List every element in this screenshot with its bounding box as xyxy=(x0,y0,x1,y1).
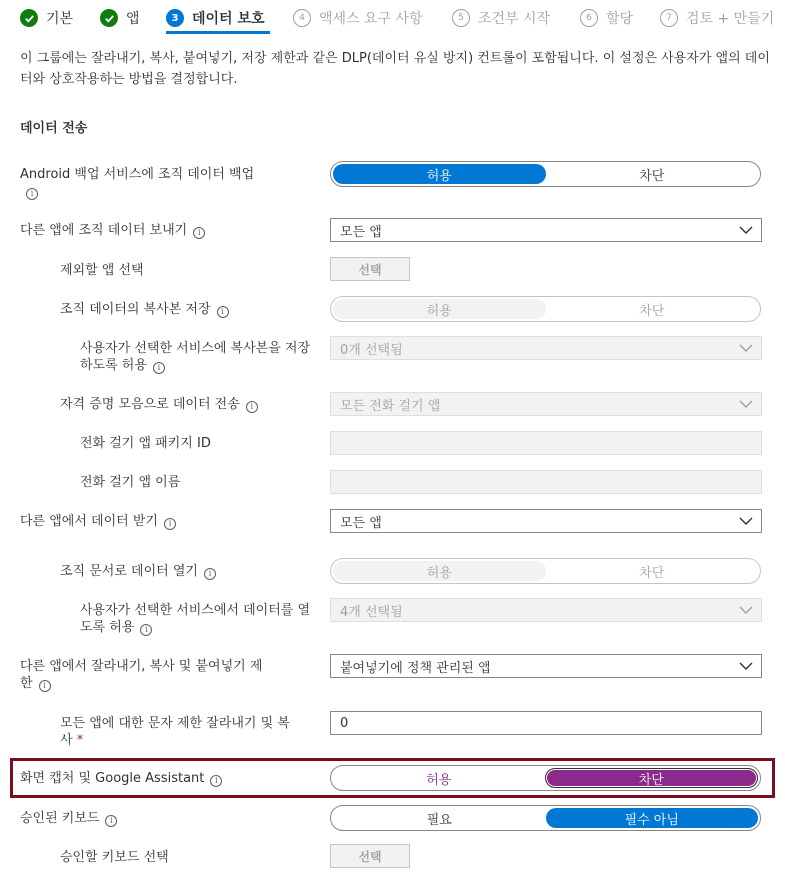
step-review-create[interactable] xyxy=(660,7,774,29)
dialer-name-input[interactable] xyxy=(330,470,762,494)
chevron-down-icon xyxy=(739,604,753,616)
field-label: 다른 앱에서 잘라내기, 복사 및 붙여넣기 제한 xyxy=(20,659,263,691)
allow-option[interactable]: 허용 xyxy=(333,299,546,319)
step-apps[interactable] xyxy=(100,7,140,29)
dropdown-value: 모든 전화 걸기 앱 xyxy=(340,398,441,414)
select-exempt-apps-button[interactable]: 선택 xyxy=(330,257,410,281)
exempt-apps-label: 제외할 앱 선택 xyxy=(60,263,144,278)
info-icon[interactable]: i xyxy=(193,227,205,239)
info-icon[interactable]: i xyxy=(140,624,152,636)
step-number: 5 xyxy=(452,9,470,27)
dropdown-value: 4개 선택됨 xyxy=(340,604,403,620)
save-services-dropdown[interactable] xyxy=(330,336,762,360)
info-icon[interactable]: i xyxy=(210,775,222,787)
cut-copy-paste-dropdown[interactable] xyxy=(330,654,762,678)
dialer-name-label: 전화 걸기 앱 이름 xyxy=(80,475,181,490)
checkmark-icon xyxy=(20,9,38,27)
open-org-docs-label xyxy=(60,563,216,580)
step-label: 검토 + 만들기 xyxy=(686,11,775,27)
required-marker: * xyxy=(76,733,84,748)
not-required-option[interactable]: 필수 아님 xyxy=(546,808,759,828)
field-label: 화면 캡처 및 Google Assistant xyxy=(20,771,205,786)
field-label: 자격 증명 모음으로 데이터 전송 xyxy=(60,397,240,412)
info-icon[interactable]: i xyxy=(26,188,38,200)
chevron-down-icon xyxy=(739,660,753,672)
field-label: 사용자가 선택한 서비스에서 데이터를 열도록 허용 xyxy=(80,603,311,635)
select-keyboards-label: 승인할 키보드 선택 xyxy=(60,850,169,865)
android-backup-toggle[interactable] xyxy=(330,161,761,187)
info-icon[interactable]: i xyxy=(164,518,176,530)
chevron-down-icon xyxy=(739,398,753,410)
send-data-dropdown[interactable] xyxy=(330,218,762,242)
dropdown-value: 모든 앱 xyxy=(340,224,382,240)
wizard-steps xyxy=(0,0,785,34)
android-backup-label xyxy=(20,166,260,200)
step-conditional-launch[interactable] xyxy=(452,7,550,29)
require-option[interactable]: 필요 xyxy=(426,812,452,828)
select-keyboards-button[interactable]: 선택 xyxy=(330,844,410,868)
approved-keyboards-toggle[interactable] xyxy=(330,805,761,831)
dropdown-value: 붙여넣기에 정책 관리된 앱 xyxy=(340,660,491,676)
open-org-docs-toggle[interactable] xyxy=(330,558,761,584)
field-label: 다른 앱에서 데이터 받기 xyxy=(20,514,158,529)
section-title: 데이터 전송 xyxy=(20,121,88,136)
field-label: Android 백업 서비스에 조직 데이터 백업 xyxy=(20,167,255,182)
dropdown-value: 0개 선택됨 xyxy=(340,342,403,358)
allow-option[interactable]: 허용 xyxy=(333,164,546,184)
chevron-down-icon xyxy=(739,224,753,236)
step-access-requirements[interactable] xyxy=(293,7,423,29)
field-label: 승인된 키보드 xyxy=(20,811,100,826)
receive-data-label xyxy=(20,513,176,530)
info-icon[interactable]: i xyxy=(217,306,229,318)
info-icon[interactable]: i xyxy=(39,680,51,692)
step-label: 앱 xyxy=(126,11,140,27)
step-label: 조건부 시작 xyxy=(478,11,551,27)
save-services-label xyxy=(80,340,320,374)
block-option[interactable]: 차단 xyxy=(639,303,665,319)
field-label: 조직 데이터의 복사본 저장 xyxy=(60,302,211,317)
receive-data-dropdown[interactable] xyxy=(330,509,762,533)
field-label: 다른 앱에 조직 데이터 보내기 xyxy=(20,223,188,238)
telecom-transfer-dropdown[interactable] xyxy=(330,392,762,416)
allow-option[interactable]: 허용 xyxy=(333,561,546,581)
info-icon[interactable]: i xyxy=(204,568,216,580)
step-number: 3 xyxy=(166,9,184,27)
info-icon[interactable]: i xyxy=(105,815,117,827)
open-services-label xyxy=(80,602,320,636)
step-data-protection[interactable] xyxy=(166,7,265,29)
save-copies-label xyxy=(60,301,229,318)
char-limit-label xyxy=(60,715,300,749)
cut-copy-paste-label xyxy=(20,658,270,692)
checkmark-icon xyxy=(100,9,118,27)
intro-text: 이 그룹에는 잘라내기, 복사, 붙여넣기, 저장 제한과 같은 DLP(데이터 유실 방지) 컨트롤이 포함됩니다. 이 설정은 사용자가 앱의 데이터와 상호작용하는 방법을 결정합니다. xyxy=(20,51,770,87)
info-icon[interactable]: i xyxy=(153,362,165,374)
chevron-down-icon xyxy=(739,515,753,527)
screen-capture-toggle[interactable] xyxy=(330,765,761,791)
approved-keyboards-label xyxy=(20,810,117,827)
step-number: 6 xyxy=(580,9,598,27)
screen-capture-label xyxy=(20,770,222,787)
field-label: 사용자가 선택한 서비스에 복사본을 저장하도록 허용 xyxy=(80,341,311,373)
dialer-package-label: 전화 걸기 앱 패키지 ID xyxy=(80,436,211,451)
send-data-label xyxy=(20,222,205,239)
block-option[interactable]: 차단 xyxy=(639,565,665,581)
dropdown-value: 모든 앱 xyxy=(340,515,382,531)
chevron-down-icon xyxy=(739,342,753,354)
step-number: 4 xyxy=(293,9,311,27)
step-label: 액세스 요구 사항 xyxy=(319,11,423,27)
field-label: 조직 문서로 데이터 열기 xyxy=(60,564,198,579)
step-label: 할당 xyxy=(606,11,634,27)
info-icon[interactable]: i xyxy=(246,401,258,413)
step-number: 7 xyxy=(660,9,678,27)
save-copies-toggle[interactable] xyxy=(330,296,761,322)
allow-option[interactable]: 허용 xyxy=(426,772,452,788)
block-option[interactable]: 차단 xyxy=(639,168,665,184)
active-step-underline xyxy=(166,31,270,34)
telecom-transfer-label xyxy=(60,396,258,413)
char-limit-input[interactable]: 0 xyxy=(330,711,762,735)
block-option[interactable]: 차단 xyxy=(545,768,759,788)
field-label: 모든 앱에 대한 문자 제한 잘라내기 및 복사 xyxy=(60,716,290,748)
step-basics[interactable] xyxy=(20,7,73,29)
dialer-package-input[interactable] xyxy=(330,431,762,455)
step-label: 기본 xyxy=(46,11,74,27)
step-assignments[interactable] xyxy=(580,7,633,29)
open-services-dropdown[interactable] xyxy=(330,598,762,622)
step-label: 데이터 보호 xyxy=(192,11,265,27)
